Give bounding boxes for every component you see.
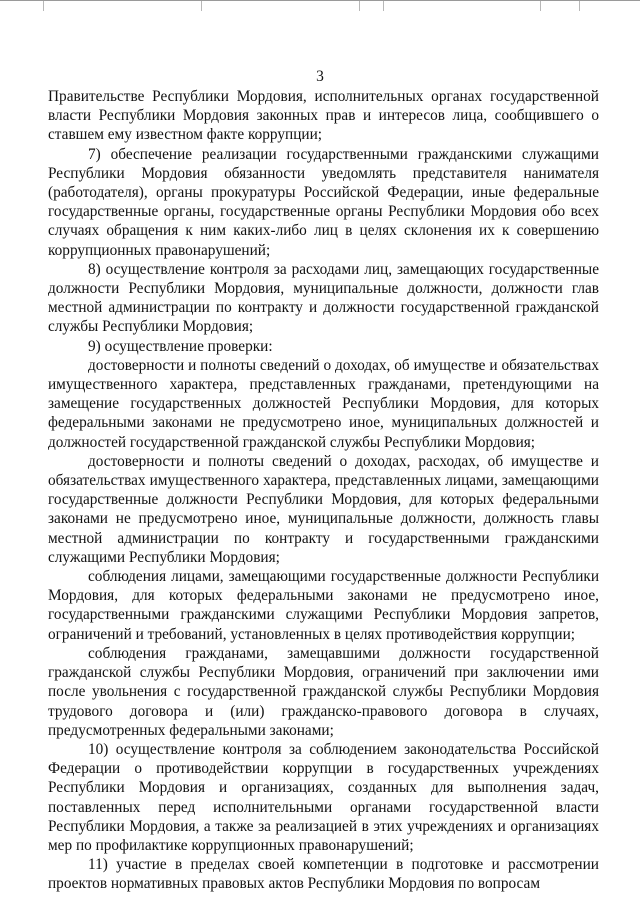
page-top-edge — [0, 0, 640, 14]
paragraph-item-8: 8) осуществление контроля за расходами лиц, замещающих государственные должности Республики Мордовия, муниципальные должности, должности глав местной администрации по контракту и должности государственной гражданской службы Республики Мордовия; — [48, 260, 599, 336]
document-body — [48, 87, 599, 894]
paragraph-item-9-sub-4: соблюдения гражданами, замещавшими должности государственной гражданской службы Республики Мордовия, ограничений при заключении ими после увольнения с государственной гражданской службы Республики Мордовия трудового договора и (или) гражданско-правового договора в случаях, предусмотренных федеральными законами; — [48, 644, 599, 739]
paragraph-item-9-sub-1: достоверности и полноты сведений о доходах, об имуществе и обязательствах имущественного характера, представленных гражданами, претендующими на замещение государственных должностей Республики Мордовия, для которых федеральными законами не предусмотрено иное, муниципальных должностей и должностей государственной гражданской службы Республики Мордовия; — [48, 356, 599, 451]
paragraph-item-9-sub-2: достоверности и полноты сведений о доходах, расходах, об имуществе и обязательствах имущественного характера, представленных лицами, замещающими государственные должности Республики Мордовия, для которых федеральными законами не предусмотрено иное, муниципальные должности, должность главы местной администрации по контракту и государственными гражданскими служащими Республики Мордовия; — [48, 452, 599, 566]
page-number: 3 — [316, 68, 324, 85]
paragraph-item-9-sub-3: соблюдения лицами, замещающими государственные должности Республики Мордовия, для которых федеральными законами не предусмотрено иное, государственными гражданскими служащими Республики Мордовия запретов, ограничений и требований, установленных в целях противодействия коррупции; — [48, 568, 599, 643]
paragraph-item-7: 7) обеспечение реализации государственными гражданскими служащими Республики Мордовия обязанности уведомлять представителя нанимателя (работодателя), органы прокуратуры Российской Федерации, иные федеральные государственные органы, государственные органы Республики Мордовия обо всех случаях обращения к ним каких-либо лиц в целях склонения их к совершению коррупционных правонарушений; — [48, 145, 599, 259]
paragraph-continuation: Правительстве Республики Мордовия, исполнительных органах государственной власти Республики Мордовия законных прав и интересов лица, сообщившего о ставшем ему известном факте коррупции; — [48, 88, 599, 144]
paragraph-item-10: 10) осуществление контроля за соблюдением законодательства Российской Федерации о противодействии коррупции в государственных учреждениях Республики Мордовия и организациях, созданных для выполнения задач, поставленных перед исполнительными органами государственной власти Республики Мордовия, а также за реализацией в этих учреждениях и организациях мер по профилактике коррупционных правонарушений; — [48, 740, 599, 854]
paragraph-item-9: 9) осуществление проверки: — [88, 337, 273, 355]
paragraph-item-11: 11) участие в пределах своей компетенции в подготовке и рассмотрении проектов нормативных правовых актов Республики Мордовия по вопросам — [48, 856, 599, 893]
